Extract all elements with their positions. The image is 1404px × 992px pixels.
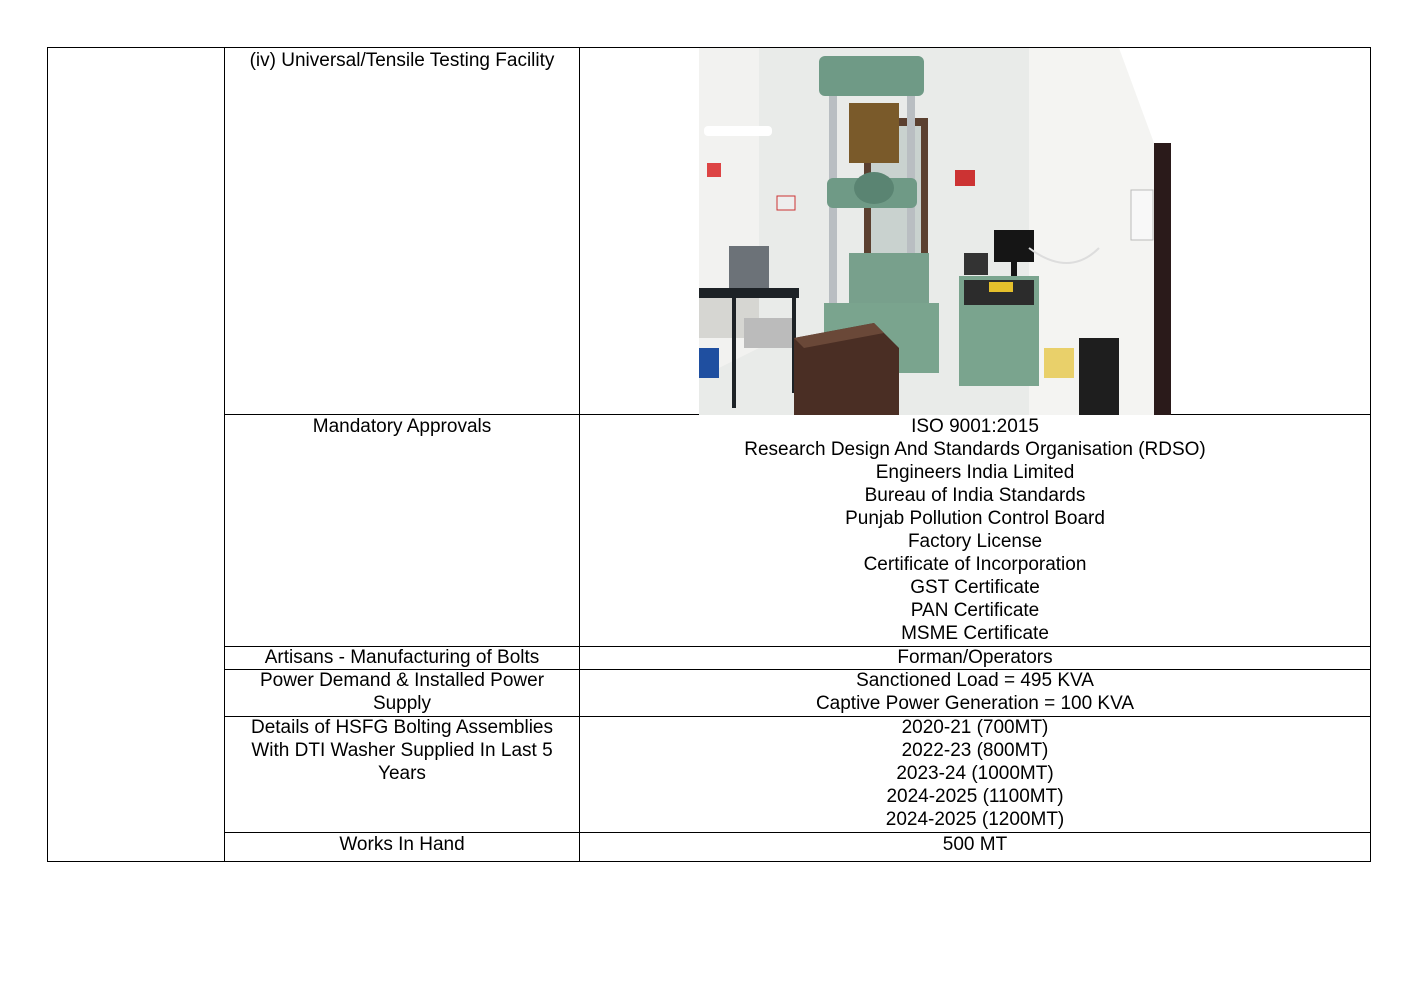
value-item: Captive Power Generation = 100 KVA [815, 693, 1135, 714]
approval-item: GST Certificate [910, 577, 1040, 598]
value-item: 2024-2025 (1200MT) [885, 809, 1065, 830]
hsfg-supply-values [580, 716, 1370, 831]
row-label-mandatory-approvals [225, 415, 579, 438]
approvals-list [580, 415, 1370, 645]
testing-machine-photo [699, 48, 1171, 415]
row-label-text: Supply [372, 693, 432, 714]
value-item: 2023-24 (1000MT) [896, 763, 1054, 784]
value-item: 500 MT [942, 834, 1008, 855]
row-label-text: (iv) Universal/Tensile Testing Facility [249, 50, 555, 71]
row-label-text: Mandatory Approvals [312, 416, 492, 437]
row-label-power-demand [225, 669, 579, 715]
approval-item: ISO 9001:2015 [911, 416, 1039, 437]
approval-item: Research Design And Standards Organisation (RDSO) [744, 439, 1206, 460]
row-label-text: Details of HSFG Bolting Assemblies [250, 717, 553, 738]
row-label-testing-facility [225, 49, 579, 72]
approval-item: Bureau of India Standards [864, 485, 1086, 506]
row-label-text: With DTI Washer Supplied In Last 5 [251, 740, 553, 761]
approval-item: Certificate of Incorporation [863, 554, 1087, 575]
row-label-text: Years [378, 763, 426, 784]
row-label-artisans [225, 646, 579, 669]
approval-item: Engineers India Limited [875, 462, 1075, 483]
artisans-value [580, 646, 1370, 669]
value-item: 2024-2025 (1100MT) [886, 786, 1064, 807]
works-in-hand-value [580, 833, 1370, 856]
approval-item: MSME Certificate [901, 623, 1049, 644]
details-table [47, 47, 1371, 862]
value-item: 2022-23 (800MT) [901, 740, 1049, 761]
row-label-works-in-hand [225, 833, 579, 856]
approval-item: Factory License [907, 531, 1043, 552]
power-values [580, 669, 1370, 715]
row-label-text: Power Demand & Installed Power [259, 670, 545, 691]
value-item: 2020-21 (700MT) [901, 717, 1049, 738]
row-label-hsfg-details [225, 716, 579, 785]
approval-item: Punjab Pollution Control Board [845, 508, 1105, 529]
value-item: Sanctioned Load = 495 KVA [856, 670, 1094, 691]
row-label-text: Works In Hand [339, 834, 465, 855]
approval-item: PAN Certificate [910, 600, 1040, 621]
row-label-text: Artisans - Manufacturing of Bolts [264, 647, 540, 668]
value-item: Forman/Operators [897, 647, 1053, 668]
